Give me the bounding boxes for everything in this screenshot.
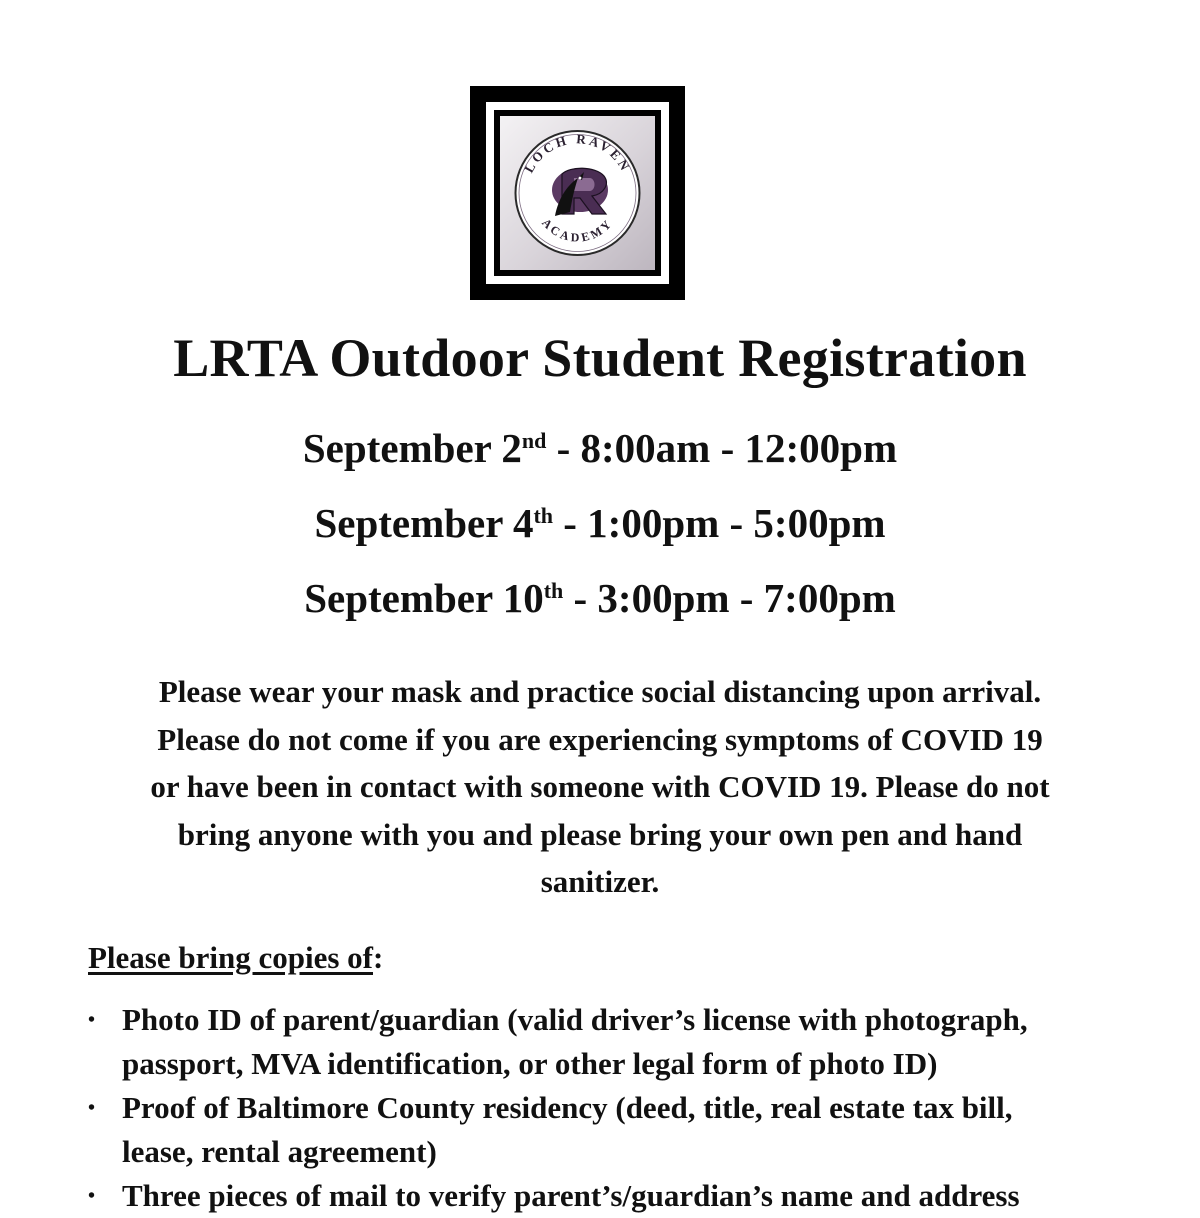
logo-seal bbox=[500, 116, 655, 270]
bring-heading-colon: : bbox=[373, 940, 384, 975]
date-time: - 8:00am - 12:00pm bbox=[546, 425, 898, 471]
list-item bbox=[88, 1174, 1128, 1218]
notice-line: Please wear your mask and practice social distancing upon arrival. bbox=[158, 674, 1042, 709]
page-title: LRTA Outdoor Student Registration bbox=[173, 328, 1027, 388]
bring-list bbox=[88, 998, 1128, 1218]
date-day: September 4 bbox=[314, 500, 534, 546]
date-time: - 3:00pm - 7:00pm bbox=[563, 575, 896, 621]
raven-monogram-icon bbox=[552, 168, 608, 216]
list-item-line: lease, rental agreement) bbox=[122, 1134, 437, 1169]
notice-line: bring anyone with you and please bring your own pen and hand bbox=[177, 816, 1023, 852]
date-line-1 bbox=[0, 424, 1200, 472]
bullet-icon: • bbox=[88, 1097, 96, 1119]
date-line-2 bbox=[0, 499, 1200, 547]
list-item bbox=[88, 998, 1128, 1086]
date-suffix: nd bbox=[521, 428, 547, 453]
date-day: September 10 bbox=[304, 575, 544, 621]
bring-heading bbox=[88, 938, 383, 978]
school-logo bbox=[470, 86, 685, 300]
bullet-icon: • bbox=[88, 1185, 96, 1207]
list-item bbox=[88, 1086, 1128, 1174]
date-day: September 2 bbox=[302, 425, 522, 471]
list-item-line: passport, MVA identification, or other legal form of photo ID) bbox=[122, 1046, 938, 1081]
list-item-line: Three pieces of mail to verify parent’s/guardian’s name and address bbox=[122, 1178, 1020, 1213]
notice-line: Please do not come if you are experiencing symptoms of COVID 19 bbox=[157, 721, 1043, 757]
notice-line: or have been in contact with someone with COVID 19. Please do not bbox=[150, 769, 1050, 804]
date-time: - 1:00pm - 5:00pm bbox=[553, 500, 886, 546]
date-suffix: th bbox=[543, 578, 564, 603]
notice-line: sanitizer. bbox=[540, 864, 660, 899]
logo-top-text: LOCH RAVEN bbox=[521, 131, 634, 176]
bullet-icon: • bbox=[88, 1009, 96, 1031]
list-item-line: Photo ID of parent/guardian (valid driver’s license with photograph, bbox=[122, 1002, 1028, 1037]
date-line-3 bbox=[0, 574, 1200, 622]
logo-bottom-text: ACADEMY bbox=[539, 215, 616, 245]
date-suffix: th bbox=[533, 503, 554, 528]
list-item-line: Proof of Baltimore County residency (deed, title, real estate tax bill, bbox=[122, 1090, 1013, 1125]
safety-notice bbox=[60, 668, 1140, 906]
bring-heading-text: Please bring copies of bbox=[88, 940, 373, 975]
